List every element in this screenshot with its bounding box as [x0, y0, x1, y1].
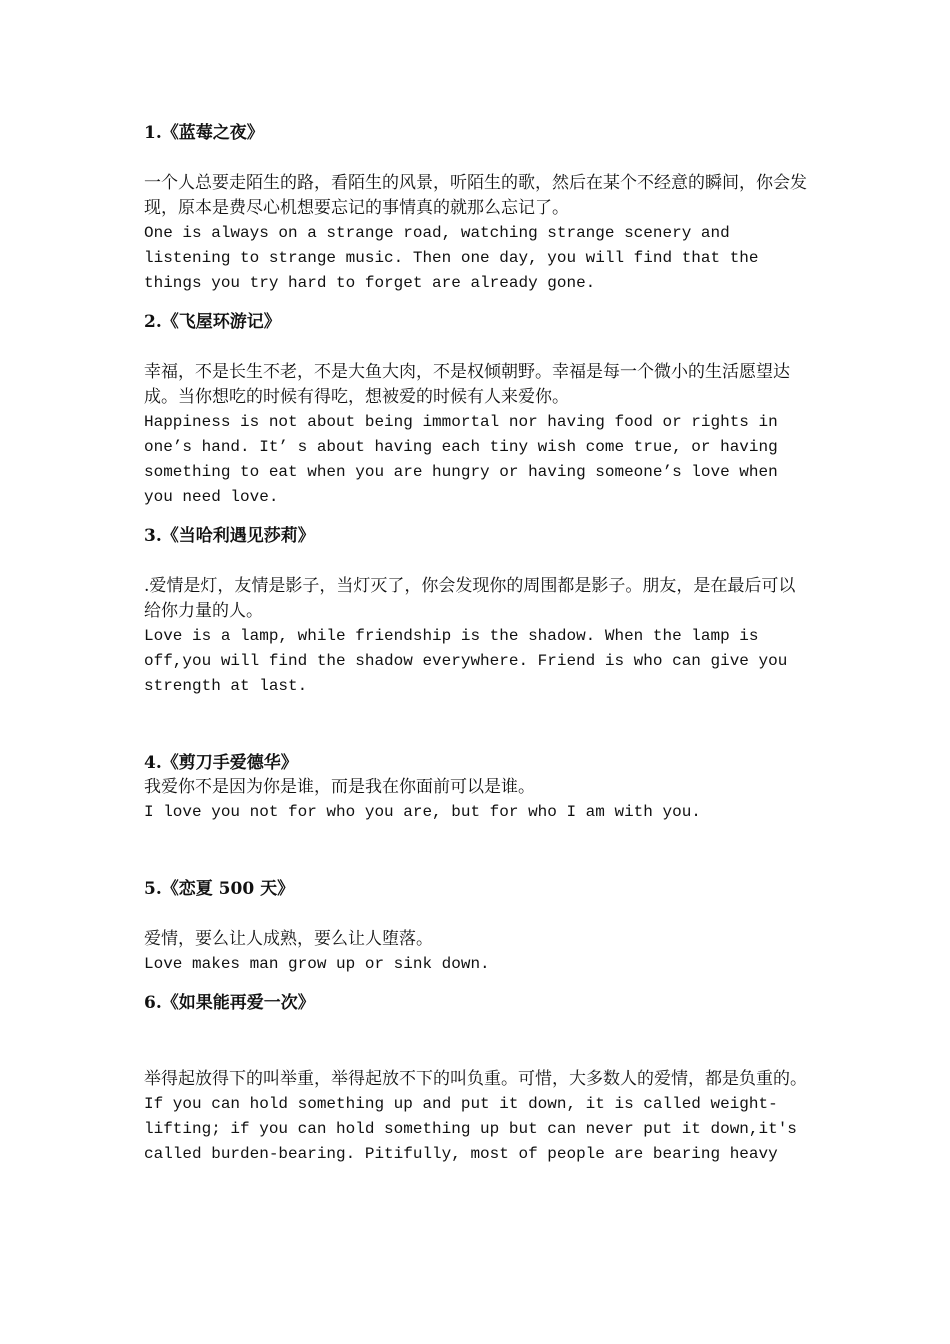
english-quote: I love you not for who you are, but for who I am with you. [144, 803, 701, 821]
section-title: 6.《如果能再爱一次》 [144, 993, 315, 1013]
english-quote: If you can hold something up and put it down, it is called weight- lifting; if you can hold something up but can never put it down,it's called burden-bearing. Pitifully, most of people are bearing heavy [144, 1095, 797, 1163]
chinese-quote: 爱情，要么让人成熟，要么让人堕落。 [144, 929, 433, 949]
section-title: 3.《当哈利遇见莎莉》 [144, 526, 315, 546]
english-quote: Love makes man grow up or sink down. [144, 955, 490, 973]
chinese-quote: 一个人总要走陌生的路，看陌生的风景，听陌生的歌，然后在某个不经意的瞬间，你会发现，原本是费尽心机想要忘记的事情真的就那么忘记了。 [144, 173, 807, 218]
chinese-quote: 幸福，不是长生不老，不是大鱼大肉，不是权倾朝野。幸福是每一个微小的生活愿望达成。当你想吃的时候有得吃，想被爱的时候有人来爱你。 [144, 362, 790, 407]
section-title: 4.《剪刀手爱德华》 [144, 753, 298, 773]
english-quote: One is always on a strange road, watching strange scenery and listening to strange music. Then one day, you will find that the things you try hard to forget are already gone. [144, 224, 759, 292]
chinese-quote: 我爱你不是因为你是谁，而是我在你面前可以是谁。 [144, 777, 535, 797]
section-title: 2.《飞屋环游记》 [144, 312, 281, 332]
section-title: 5.《恋夏 500 天》 [144, 879, 295, 899]
english-quote: Happiness is not about being immortal nor having food or rights in one’s hand. It’ s about having each tiny wish come true, or having something to eat when you are hungry or having someone’s love when you need love. [144, 413, 778, 506]
section-title: 1.《蓝莓之夜》 [144, 123, 264, 143]
chinese-quote: 举得起放得下的叫举重，举得起放不下的叫负重。可惜，大多数人的爱情，都是负重的。 [144, 1069, 807, 1089]
english-quote: Love is a lamp, while friendship is the shadow. When the lamp is off,you will find the shadow everywhere. Friend is who can give you strength at last. [144, 627, 788, 695]
chinese-quote: .爱情是灯，友情是影子，当灯灭了，你会发现你的周围都是影子。朋友，是在最后可以给你力量的人。 [144, 576, 796, 621]
